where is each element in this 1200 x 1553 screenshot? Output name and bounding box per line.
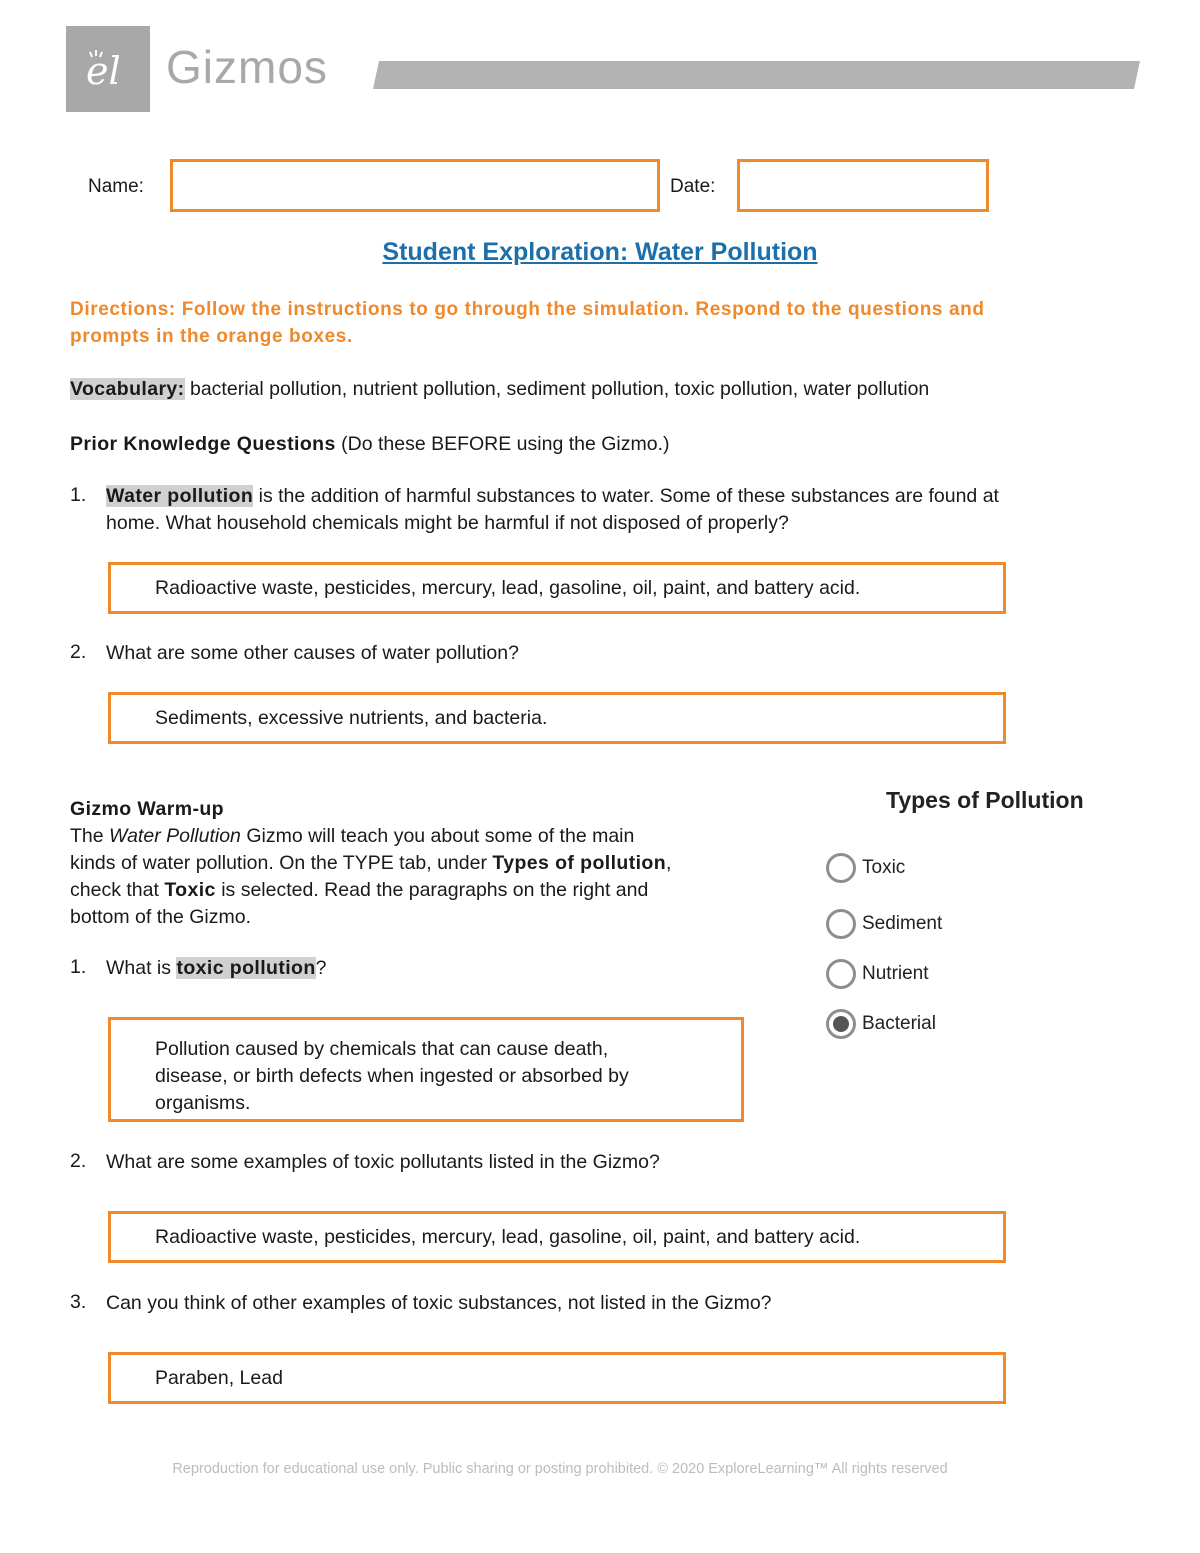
footer-text: Reproduction for educational use only. Public sharing or posting prohibited. © 2020 ExploreLearning™ All rights reserved (172, 1461, 948, 1477)
page-title: Student Exploration: Water Pollution (382, 238, 818, 266)
el-logo-icon (66, 26, 150, 112)
radio-button-icon[interactable] (826, 853, 856, 883)
wu-q2-number: 2. (70, 1150, 87, 1172)
wu-q3-answer: Paraben, Lead (155, 1367, 283, 1389)
wu-q3-answer-box[interactable] (108, 1352, 1006, 1404)
radio-bacterial[interactable] (826, 1009, 936, 1039)
vocabulary-line (70, 376, 1130, 403)
wu-q1-answer-line1: Pollution caused by chemicals that can cause death, (155, 1038, 609, 1060)
pk-q2-number: 2. (70, 641, 87, 663)
brand-name: Gizmos (166, 41, 328, 93)
pk-q1-number: 1. (70, 484, 87, 506)
explorelearning-logo (66, 26, 150, 112)
radio-label-sediment: Sediment (862, 913, 943, 934)
radio-label-toxic: Toxic (862, 857, 906, 878)
vocabulary-terms: bacterial pollution, nutrient pollution, sediment pollution, toxic pollution, water pollution (184, 378, 930, 400)
prior-knowledge-heading (70, 431, 1130, 458)
pk-q1-line2: home. What household chemicals might be harmful if not disposed of properly? (106, 512, 789, 534)
wu-q1-answer-line3: organisms. (155, 1092, 251, 1114)
wu-q3-number: 3. (70, 1291, 87, 1313)
warmup-intro-bold2: Toxic (164, 879, 216, 901)
warmup-intro-3: kinds of water pollution. On the TYPE tab, under (70, 852, 493, 874)
name-field[interactable] (170, 159, 660, 212)
wu-q1-answer-line2: disease, or birth defects when ingested or absorbed by (155, 1065, 629, 1087)
wu-q3-text: Can you think of other examples of toxic substances, not listed in the Gizmo? (106, 1292, 772, 1314)
name-label: Name: (88, 176, 144, 197)
date-field[interactable] (737, 159, 989, 212)
wu-q1-number: 1. (70, 956, 87, 978)
warmup-intro-bold1: Types of pollution (492, 852, 667, 874)
radio-sediment[interactable] (826, 909, 942, 939)
radio-button-icon[interactable] (826, 909, 856, 939)
warmup-intro-4: , (666, 852, 672, 874)
pk-q1-text (106, 483, 1106, 537)
wu-q1-answer-box[interactable] (108, 1017, 744, 1122)
pk-q2-answer-box[interactable] (108, 692, 1006, 744)
wu-q2-answer: Radioactive waste, pesticides, mercury, lead, gasoline, oil, paint, and battery acid. (155, 1226, 861, 1248)
radio-button-icon[interactable] (826, 959, 856, 989)
warmup-intro-6: is selected. Read the paragraphs on the right and (215, 879, 649, 901)
vocabulary-label: Vocabulary: (70, 378, 185, 400)
directions-text: Directions: Follow the instructions to go through the simulation. Respond to the questions and prompts in the orange boxes. (70, 299, 985, 347)
prior-knowledge-title: Prior Knowledge Questions (70, 433, 336, 455)
warmup-intro-italic: Water Pollution (109, 825, 241, 847)
svg-text:el: el (86, 49, 121, 93)
pk-q2-text: What are some other causes of water pollution? (106, 642, 519, 664)
date-label: Date: (670, 176, 716, 197)
radio-selected-dot (833, 1016, 849, 1032)
prior-knowledge-note: (Do these BEFORE using the Gizmo.) (335, 433, 670, 455)
pk-q1-line1: is the addition of harmful substances to water. Some of these substances are found at (253, 485, 999, 507)
wu-q1-prefix: What is (106, 957, 177, 979)
wu-q1-term: toxic pollution (176, 957, 316, 979)
header-bar (373, 61, 1140, 89)
pk-q1-term: Water pollution (106, 485, 254, 507)
warmup-intro-1: The (70, 825, 110, 847)
pollution-panel-title: Types of Pollution (886, 787, 1084, 813)
warmup-section (70, 796, 750, 931)
wu-q1-text (106, 955, 327, 982)
radio-label-bacterial: Bacterial (862, 1013, 936, 1034)
radio-toxic[interactable] (826, 853, 905, 883)
warmup-intro-7: bottom of the Gizmo. (70, 906, 251, 928)
warmup-intro-5: check that (70, 879, 165, 901)
wu-q2-text: What are some examples of toxic pollutants listed in the Gizmo? (106, 1151, 660, 1173)
pk-q2-answer: Sediments, excessive nutrients, and bacteria. (155, 707, 548, 729)
radio-nutrient[interactable] (826, 959, 929, 989)
pk-q1-answer: Radioactive waste, pesticides, mercury, lead, gasoline, oil, paint, and battery acid. (155, 577, 861, 599)
wu-q1-suffix: ? (315, 957, 327, 979)
warmup-intro-2: Gizmo will teach you about some of the main (240, 825, 635, 847)
warmup-heading: Gizmo Warm-up (70, 798, 224, 820)
radio-button-selected-icon[interactable] (826, 1009, 856, 1039)
pk-q1-answer-box[interactable] (108, 562, 1006, 614)
wu-q2-answer-box[interactable] (108, 1211, 1006, 1263)
radio-label-nutrient: Nutrient (862, 963, 929, 984)
